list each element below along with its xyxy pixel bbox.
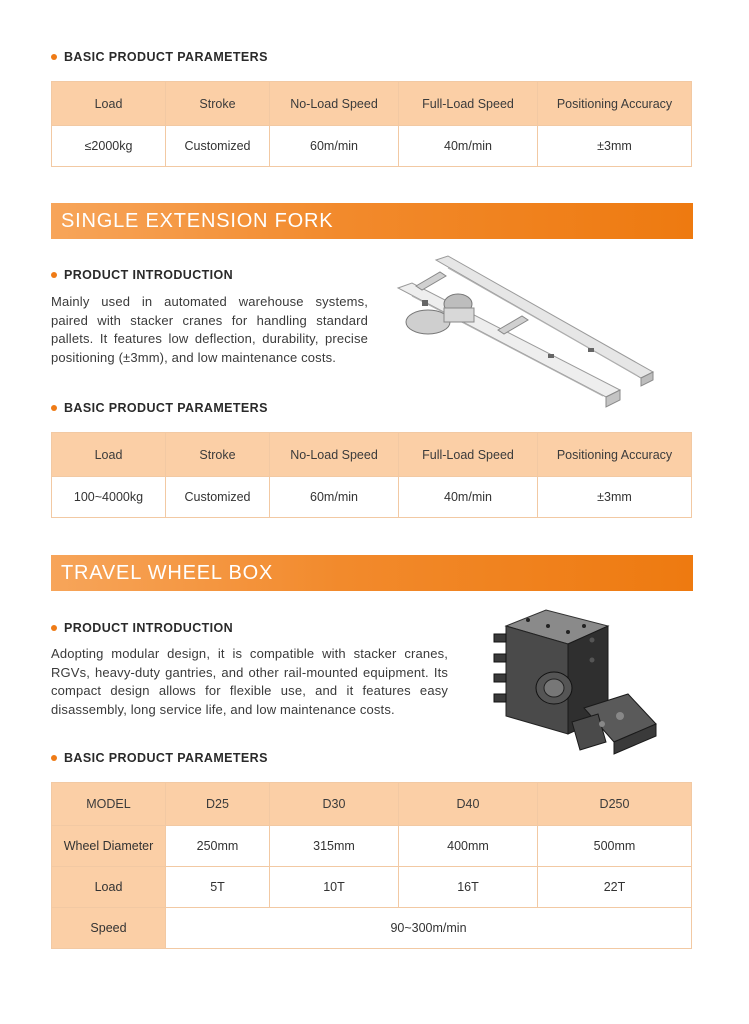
cell-load-d25: 5T <box>166 867 270 908</box>
cell-stroke: Customized <box>166 126 270 167</box>
cell-fullload-speed: 40m/min <box>399 126 538 167</box>
intro-heading: PRODUCT INTRODUCTION <box>51 268 233 282</box>
row-header-load: Load <box>52 867 166 908</box>
params-table-1 <box>51 81 692 167</box>
section-banner-travel-wheel-box <box>51 555 693 591</box>
cell-load-d250: 22T <box>538 867 692 908</box>
section-title: TRAVEL WHEEL BOX <box>61 561 274 584</box>
cell-noload-speed: 60m/min <box>270 477 399 518</box>
params-table-3 <box>51 782 692 949</box>
col-header-load: Load <box>52 433 166 477</box>
row-header-model: MODEL <box>52 783 166 826</box>
cell-load-d30: 10T <box>270 867 399 908</box>
cell-wheel-d250: 500mm <box>538 826 692 867</box>
intro-paragraph: Mainly used in automated warehouse systems, paired with stacker cranes for handling standard pallets. It features low deflection, durability, precise positioning (±3mm), and low maintenance costs. <box>51 294 368 365</box>
bullet-dot-icon <box>51 625 57 631</box>
col-header-stroke: Stroke <box>166 433 270 477</box>
params-heading: BASIC PRODUCT PARAMETERS <box>51 50 268 64</box>
cell-stroke: Customized <box>166 477 270 518</box>
model-d40: D40 <box>399 783 538 826</box>
extension-fork-image <box>388 250 658 410</box>
col-header-accuracy: Positioning Accuracy <box>538 82 692 126</box>
model-d250: D250 <box>538 783 692 826</box>
cell-accuracy: ±3mm <box>538 477 692 518</box>
cell-accuracy: ±3mm <box>538 126 692 167</box>
section-banner-single-extension-fork <box>51 203 693 239</box>
cell-speed: 90~300m/min <box>166 908 692 949</box>
col-header-load: Load <box>52 82 166 126</box>
cell-load: ≤2000kg <box>52 126 166 167</box>
bullet-dot-icon <box>51 405 57 411</box>
cell-fullload-speed: 40m/min <box>399 477 538 518</box>
col-header-noload-speed: No-Load Speed <box>270 82 399 126</box>
travel-wheel-box-image <box>488 604 660 764</box>
col-header-fullload-speed: Full-Load Speed <box>399 82 538 126</box>
intro-heading: PRODUCT INTRODUCTION <box>51 621 233 635</box>
cell-wheel-d30: 315mm <box>270 826 399 867</box>
cell-wheel-d40: 400mm <box>399 826 538 867</box>
bullet-dot-icon <box>51 755 57 761</box>
bullet-dot-icon <box>51 54 57 60</box>
params-table-2 <box>51 432 692 518</box>
col-header-accuracy: Positioning Accuracy <box>538 433 692 477</box>
row-header-wheel-diameter: Wheel Diameter <box>52 826 166 867</box>
col-header-noload-speed: No-Load Speed <box>270 433 399 477</box>
params-heading: BASIC PRODUCT PARAMETERS <box>51 751 268 765</box>
col-header-stroke: Stroke <box>166 82 270 126</box>
bullet-dot-icon <box>51 272 57 278</box>
row-header-speed: Speed <box>52 908 166 949</box>
intro-paragraph: Adopting modular design, it is compatible with stacker cranes, RGVs, heavy-duty gantries, and other rail-mounted equipment. Its compact design allows for flexible use, and it features easy disassembly, long service life, and low maintenance costs. <box>51 646 448 717</box>
params-heading: BASIC PRODUCT PARAMETERS <box>51 401 268 415</box>
model-d25: D25 <box>166 783 270 826</box>
section-title: SINGLE EXTENSION FORK <box>61 209 334 232</box>
cell-load: 100~4000kg <box>52 477 166 518</box>
col-header-fullload-speed: Full-Load Speed <box>399 433 538 477</box>
cell-load-d40: 16T <box>399 867 538 908</box>
cell-wheel-d25: 250mm <box>166 826 270 867</box>
cell-noload-speed: 60m/min <box>270 126 399 167</box>
model-d30: D30 <box>270 783 399 826</box>
